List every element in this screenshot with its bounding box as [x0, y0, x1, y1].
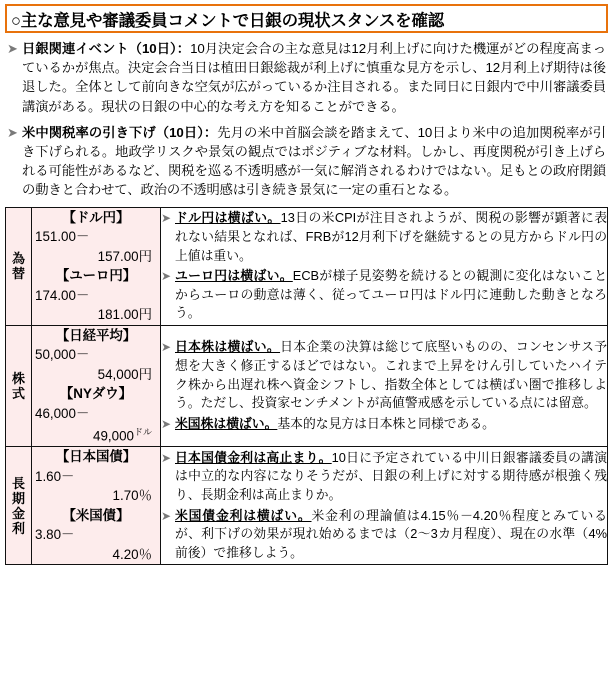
chevron-right-icon: ➤: [161, 340, 172, 355]
chevron-right-icon: ➤: [161, 269, 172, 284]
range-low: 1.60－: [35, 468, 75, 484]
row-category-label: 株式: [11, 370, 25, 401]
row-comments-equity: [161, 325, 608, 446]
row-category-label: 為替: [11, 251, 25, 282]
row-category-rates: [6, 447, 32, 565]
range-title: 【NYダウ】: [59, 386, 133, 402]
range-high: 4.20％: [112, 546, 152, 562]
summary-section: [5, 39, 608, 200]
range-high: 54,000円: [97, 366, 152, 382]
comment-text: [175, 209, 607, 265]
outlook-table: [5, 207, 608, 565]
chevron-right-icon: ➤: [161, 416, 172, 431]
range-high-value: 49,000: [93, 428, 134, 444]
summary-bullet-text: [22, 123, 606, 200]
comment-headline: 米国株は横ばい。: [175, 415, 278, 431]
comment-item: [161, 449, 607, 505]
summary-bullet-body: 10月決定会合の主な意見は12月利上げに向けた機運がどの程度高まっているかが焦点。決定会合当日は植田日銀総裁が利上げに慎重な見方を示し、12月利上げ期待は後退した。全体として前向きな空気が広がっているか注目される。また同日に日銀内で中川審議委員講演がある。現状の日銀の中心的な考え方を知ることができる。: [22, 41, 606, 114]
comment-item: [161, 415, 607, 434]
comment-body: 13日の米CPIが注目されようが、関税の影響が顕著に表れない結果となれば、FRBが12月利下げを継続するとの見方からドル円の上値は重い。: [175, 210, 607, 263]
row-ranges-equity: [32, 325, 161, 446]
chevron-right-icon: ➤: [7, 124, 18, 140]
summary-bullet-text: [22, 39, 606, 116]
row-ranges-rates: [32, 447, 161, 565]
page-title: ○主な意見や審議委員コメントで日銀の現状スタンスを確認: [11, 11, 445, 30]
table-row: [6, 207, 608, 325]
comment-headline: 日本国債金利は高止まり。: [175, 449, 332, 465]
range-low: 174.00－: [35, 287, 90, 303]
range-low: 46,000－: [35, 405, 90, 421]
comment-text: [175, 338, 607, 412]
row-comments-rates: [161, 447, 608, 565]
page-title-banner: [5, 4, 608, 33]
comment-body: 10日に予定されている中川日銀審議委員の講演は中立的な内容になりそうだが、日銀の利上げに対する期待感が根強く残り、長期金利は高止まりか。: [175, 449, 608, 502]
range-high: [32, 423, 160, 446]
row-comments-fx: [161, 207, 608, 325]
comment-headline: 日本株は横ばい。: [175, 339, 281, 355]
comment-item: [161, 338, 607, 412]
comment-body: 米金利の理論値は4.15％－4.20％程度とみているが、利下げの効果が現れ始めるまでは（2～3カ月程度）、現在の水準（4%前後）で推移しよう。: [175, 507, 607, 560]
comment-item: [161, 507, 607, 563]
comment-text: [175, 449, 607, 505]
table-row: [6, 447, 608, 565]
summary-bullet-lead: 日銀関連イベント（10日）：: [22, 41, 191, 56]
summary-bullet-lead: 米中関税率の引き下げ（10日）：: [22, 124, 218, 140]
comment-headline: ドル円は横ばい。: [175, 210, 281, 226]
row-category-label: 長期金利: [11, 475, 25, 536]
comment-text: [175, 267, 607, 323]
chevron-right-icon: ➤: [161, 508, 172, 523]
range-low: 151.00－: [35, 229, 90, 245]
summary-bullet: [7, 39, 606, 116]
comment-text: [175, 507, 607, 563]
range-title: 【米国債】: [62, 507, 130, 523]
row-category-fx: [6, 207, 32, 325]
summary-bullet-body: 先月の米中首脳会談を踏まえて、10日より米中の追加関税率が引き下げられる。地政学リスクや景気の観点ではポジティブな材料。しかし、再度関税が引き上げられる可能性があるなど、関税を巡る不透明感が一気に解消されるわけではない。足もとの政府閉鎖の動きと合わせて、政治の不透明感は引き続き景気に一定の重石となる。: [22, 124, 606, 198]
comment-item: [161, 209, 607, 265]
range-title: 【日本国債】: [55, 449, 137, 465]
range-unit: ドル: [133, 427, 152, 438]
comment-headline: 米国債金利は横ばい。: [175, 507, 312, 523]
range-high: 157.00円: [97, 248, 152, 264]
chevron-right-icon: ➤: [161, 450, 172, 465]
range-low: 3.80－: [35, 527, 75, 543]
chevron-right-icon: ➤: [7, 41, 18, 56]
table-row: [6, 325, 608, 446]
range-title: 【日経平均】: [55, 327, 137, 343]
range-high: 181.00円: [97, 307, 152, 323]
row-ranges-fx: [32, 207, 161, 325]
comment-text: [175, 415, 607, 434]
range-high: 1.70％: [112, 488, 152, 504]
range-title: 【ドル円】: [62, 209, 130, 225]
comment-body: ECBが様子見姿勢を続けるとの観測に変化はないことからユーロの動意は薄く、従ってユーロ円はドル円に連動した動きとなろう。: [175, 268, 608, 321]
summary-bullet: [7, 123, 606, 200]
chevron-right-icon: ➤: [161, 211, 172, 226]
comment-body: 日本企業の決算は総じて底堅いものの、コンセンサス予想を大きく修正するほどではない。これまで上昇をけん引していたハイテク株から出遅れ株へ資金シフトし、指数全体としては横ばい圏で推移しよう。ただし、投資家センチメントが高値警戒感を示している点には留意。: [175, 339, 607, 411]
comment-item: [161, 267, 607, 323]
comment-body: 基本的な見方は日本株と同様である。: [277, 415, 495, 431]
row-category-equity: [6, 325, 32, 446]
comment-headline: ユーロ円は横ばい。: [175, 268, 293, 284]
range-low: 50,000－: [35, 347, 90, 363]
range-title: 【ユーロ円】: [55, 268, 137, 284]
